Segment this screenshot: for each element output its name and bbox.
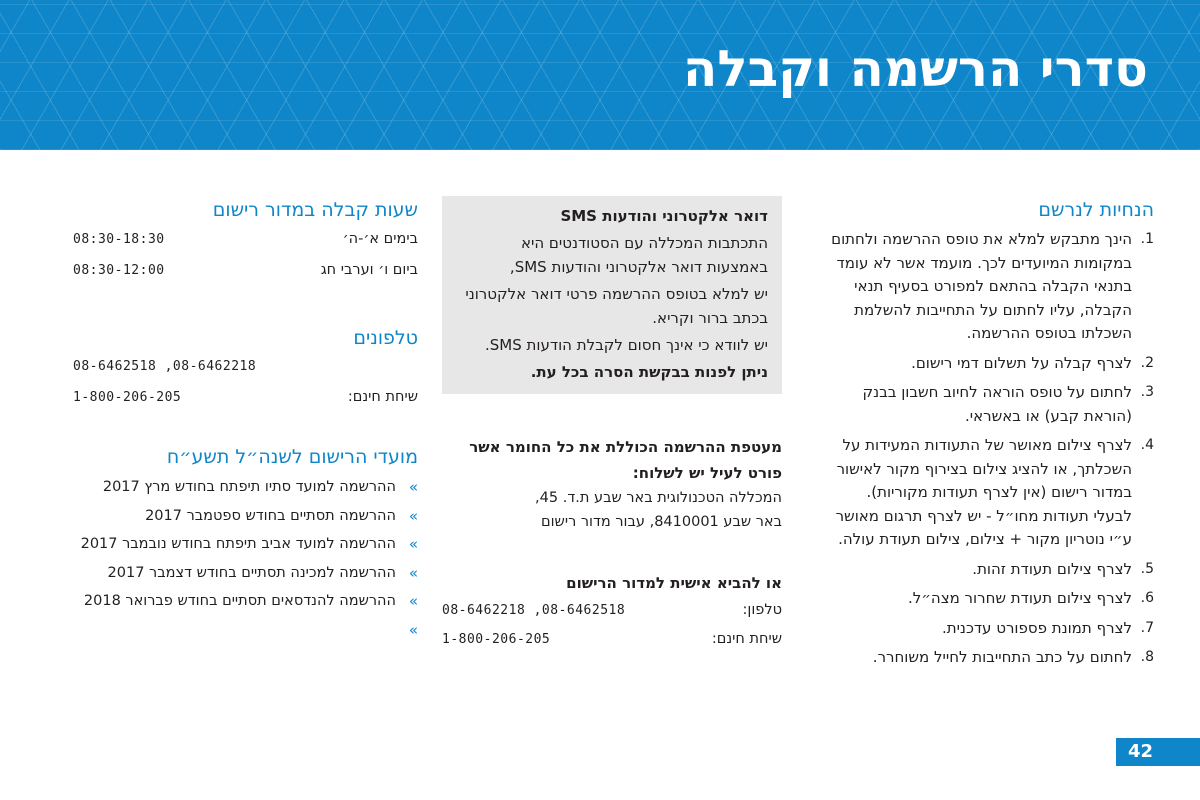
instructions-list	[829, 228, 1154, 670]
hours-value: 08:30-18:30	[73, 232, 165, 247]
list-item	[829, 587, 1154, 611]
item-text: הינך מתבקש למלא את טופס ההרשמה ולחתום במקומות המיועדים לכך. מועמד אשר לא עומד בתנאי הקבלה בהתאם למפורט בסעיף תנאי הקבלה, עליו לחתום על התחייבות להשלמת השכלתו בטופס ההרשמה.	[831, 230, 1132, 342]
item-text: לצרף צילום מאושר של התעודות המעידות על השכלתך, או להציג צילום בצירוף מקור לאישור במדור רישום (אין לצרף תעודות מקוריות). לבעלי תעודות מחו״ל - יש לצרף תרגום מאושר ע״י נוטריון מקור + צילום, צילום תעודת עולה.	[835, 436, 1132, 548]
item-number: 7.	[1140, 619, 1154, 636]
list-item: » ההרשמה להנדסאים תסתיים בחודש פברואר 2018	[73, 587, 418, 616]
sms-box-title: דואר אלקטרוני והודעות SMS	[560, 207, 768, 225]
chevron-icon: »	[408, 478, 418, 496]
office-hours	[73, 196, 418, 286]
mail-address-line: המכללה הטכנולוגית באר שבע ת.ד. 45,	[535, 490, 782, 506]
list-item: » ההרשמה למועד סתיו תיפתח בחודש מרץ 2017	[73, 473, 418, 502]
instructions-section	[829, 196, 1154, 676]
chevron-icon: »	[408, 620, 418, 639]
hours-row	[73, 255, 418, 286]
sms-paragraph: התכתבות המכללה עם הסטודנטים היא באמצעות דואר אלקטרוני והודעות SMS,	[509, 234, 768, 276]
list-item: » ההרשמה תסתיים בחודש ספטמבר 2017	[73, 502, 418, 531]
mail-address-block	[442, 434, 782, 534]
chevron-icon: »	[408, 506, 418, 525]
sms-paragraph: יש למלא בטופס ההרשמה פרטי דואר אלקטרוני בכתב ברור וקריא.	[465, 285, 768, 327]
item-number: 1.	[1140, 231, 1154, 247]
list-item	[829, 228, 1154, 346]
list-item: » ההרשמה למכינה תסתיים בחודש דצמבר 2017	[73, 559, 418, 588]
item-number: 5.	[1140, 560, 1154, 577]
phone-row	[442, 596, 782, 625]
item-number: 2.	[1140, 354, 1154, 371]
info-section	[73, 196, 418, 639]
item-text: לצרף תמונת פספורט עדכנית.	[941, 618, 1132, 637]
list-item	[829, 352, 1154, 376]
hours-label: בימים א׳-ה׳	[342, 231, 418, 247]
item-text: לחתום על טופס הוראה לחיוב חשבון בבנק (הוראת קבע) או באשראי.	[862, 383, 1132, 425]
instructions-title: הנחיות לנרשם	[1038, 199, 1154, 221]
sms-paragraph: יש לוודא כי אינך חסום לקבלת הודעות SMS.	[485, 336, 768, 354]
item-number: 4.	[1140, 437, 1154, 453]
mail-title: מעטפת ההרשמה הכוללת את כל החומר אשר פורט לעיל יש לשלוח:	[469, 438, 782, 482]
sms-info-box	[442, 196, 782, 394]
hours-row	[73, 224, 418, 255]
free-call-value: 1-800-206-205	[442, 632, 551, 647]
personal-title: או להביא אישית למדור הרישום	[566, 574, 782, 592]
free-call-value: 1-800-206-205	[73, 390, 182, 405]
header-banner	[0, 0, 1200, 150]
hours-title: שעות קבלה במדור רישום	[212, 199, 418, 221]
personal-delivery-block	[442, 570, 782, 654]
registration-dates	[73, 443, 418, 639]
phones-value: 08-6462518 ,08-6462218	[73, 359, 257, 374]
page-number: 42	[1116, 738, 1200, 766]
list-item: » ההרשמה למועד אביב תיפתח בחודש נובמבר 2017	[73, 530, 418, 559]
item-number: 6.	[1140, 590, 1154, 606]
chevron-icon: »	[408, 535, 418, 553]
phone-label: טלפון:	[742, 602, 782, 618]
item-number: 3.	[1140, 384, 1154, 400]
mail-address-line: באר שבע 8410001, עבור מדור רישום	[540, 514, 782, 530]
page-title: סדרי הרשמה וקבלה	[683, 40, 1148, 98]
item-text: לצרף קבלה על תשלום דמי רישום.	[911, 353, 1132, 372]
phone-value: 08-6462218 ,08-6462518	[442, 603, 626, 618]
free-call-row	[73, 382, 418, 413]
phones-title: טלפונים	[353, 327, 418, 349]
item-text: לצרף צילום תעודת שחרור מצה״ל.	[907, 589, 1132, 607]
item-number: 8.	[1140, 649, 1154, 665]
phones-section	[73, 324, 418, 413]
dates-list	[73, 473, 418, 639]
phones-row	[73, 352, 418, 382]
dates-title: מועדי הרישום לשנה״ל תשע״ח	[166, 446, 418, 468]
hours-label: ביום ו׳ וערבי חג	[320, 262, 418, 278]
sms-removal-note: ניתן לפנות בבקשת הסרה בכל עת.	[530, 363, 768, 381]
contact-section	[442, 196, 782, 654]
list-item	[829, 617, 1154, 641]
item-text: לצרף צילום תעודת זהות.	[972, 559, 1132, 578]
list-item	[829, 381, 1154, 428]
chevron-icon: »	[408, 563, 418, 582]
free-call-row	[442, 625, 782, 654]
item-text: לחתום על כתב התחייבות לחייל משוחרר.	[872, 648, 1132, 666]
list-item	[829, 434, 1154, 552]
chevron-icon: »	[408, 592, 418, 610]
list-item	[829, 646, 1154, 670]
free-call-label: שיחת חינם:	[711, 631, 782, 647]
list-item	[829, 558, 1154, 582]
hours-value: 08:30-12:00	[73, 263, 165, 278]
free-call-label: שיחת חינם:	[347, 389, 418, 405]
